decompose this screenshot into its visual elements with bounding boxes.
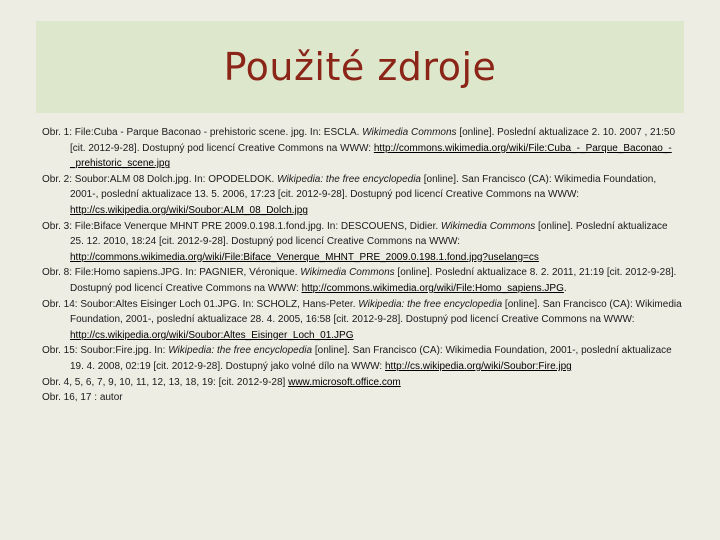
reference-text: Obr. 14: Soubor:Altes Eisinger Loch 01.JPG. In: SCHOLZ, Hans-Peter. [42,298,359,310]
reference-source-title: Wikipedia: the free encyclopedia [168,345,313,357]
reference-link[interactable]: http://commons.wikimedia.org/wiki/File:Cuba_-_Parque_Baconao_-_prehistoric_scene.jpg [70,142,672,170]
reference-text: Obr. 8: File:Homo sapiens.JPG. In: PAGNIER, Véronique. [42,267,301,279]
reference-item [42,297,682,344]
reference-list [42,125,682,406]
reference-source-title: Wikimedia Commons [362,127,457,138]
reference-link[interactable]: www.microsoft.office.com [288,376,401,388]
reference-text: [online]. Poslední aktualizace 8. 2. 2011, 21:19 [cit. 2012-9-28]. Dostupný pod licencí Creative Commons na WWW: [70,267,677,294]
reference-link[interactable]: http://commons.wikimedia.org/wiki/File:Homo_sapiens.JPG [301,282,564,294]
reference-item [42,265,682,296]
reference-text: Obr. 1: File:Cuba - Parque Baconao - prehistoric scene. jpg. In: ESCLA. [42,127,363,138]
reference-text: . [563,282,567,294]
reference-text: Obr. 4, 5, 6, 7, 9, 10, 11, 12, 13, 18, 19: [cit. 2012-9-28] [42,376,289,388]
reference-text: [online]. Poslední aktualizace 2. 10. 2007 , 21:50 [cit. 2012-9-28]. Dostupný pod licencí Creative Commons na WWW: [70,127,676,154]
reference-link[interactable]: http://cs.wikipedia.org/wiki/Soubor:Fire.jpg [385,360,572,372]
reference-text: Obr. 16, 17 : autor [42,392,123,404]
reference-link[interactable]: http://cs.wikipedia.org/wiki/Soubor:ALM_08_Dolch.jpg [70,204,308,216]
reference-source-title: Wikimedia Commons [300,267,395,279]
reference-text: [online]. San Francisco (CA): Wikimedia Foundation, 2001-, poslední aktualizace 13. 5. 2006, 17:23 [cit. 2012-9-28]. Dostupný pod licencí Creative Commons na WWW: [70,173,657,201]
reference-item [42,390,682,406]
title-band [36,21,684,113]
reference-text: [online]. Poslední aktualizace 25. 12. 2010, 18:24 [cit. 2012-9-28]. Dostupný pod licencí Creative Commons na WWW: [70,220,668,248]
reference-source-title: Wikipedia: the free encyclopedia [277,173,421,185]
reference-link[interactable]: http://cs.wikipedia.org/wiki/Soubor:Altes_Eisinger_Loch_01.JPG [70,329,354,341]
reference-item [42,125,682,172]
reference-item [42,375,682,391]
slide-title: Použité zdroje [223,45,497,89]
reference-text: [online]. San Francisco (CA): Wikimedia Foundation, 2001-, poslední aktualizace 28. 4. 2005, 16:58 [cit. 2012-9-28]. Dostupný pod licencí Creative Commons na WWW: [70,298,682,326]
reference-source-title: Wikimedia Commons [440,220,536,232]
reference-link[interactable]: http://commons.wikimedia.org/wiki/File:Biface_Venerque_MHNT_PRE_2009.0.198.1.fond.jpg?uselang=cs [70,251,539,263]
reference-item [42,219,682,266]
reference-text: [online]. San Francisco (CA): Wikimedia Foundation, 2001-, poslední aktualizace 19. 4. 2008, 02:19 [cit. 2012-9-28]. Dostupný jako volné dílo na WWW: [70,345,672,372]
reference-text: Obr. 2: Soubor:ALM 08 Dolch.jpg. In: OPODELDOK. [42,173,278,185]
reference-text: Obr. 15: Soubor:Fire.jpg. In: [42,345,169,357]
reference-text: Obr. 3: File:Biface Venerque MHNT PRE 2009.0.198.1.fond.jpg. In: DESCOUENS, Didier. [42,220,441,232]
reference-item [42,172,682,219]
reference-item [42,343,682,374]
reference-source-title: Wikipedia: the free encyclopedia [358,298,503,310]
